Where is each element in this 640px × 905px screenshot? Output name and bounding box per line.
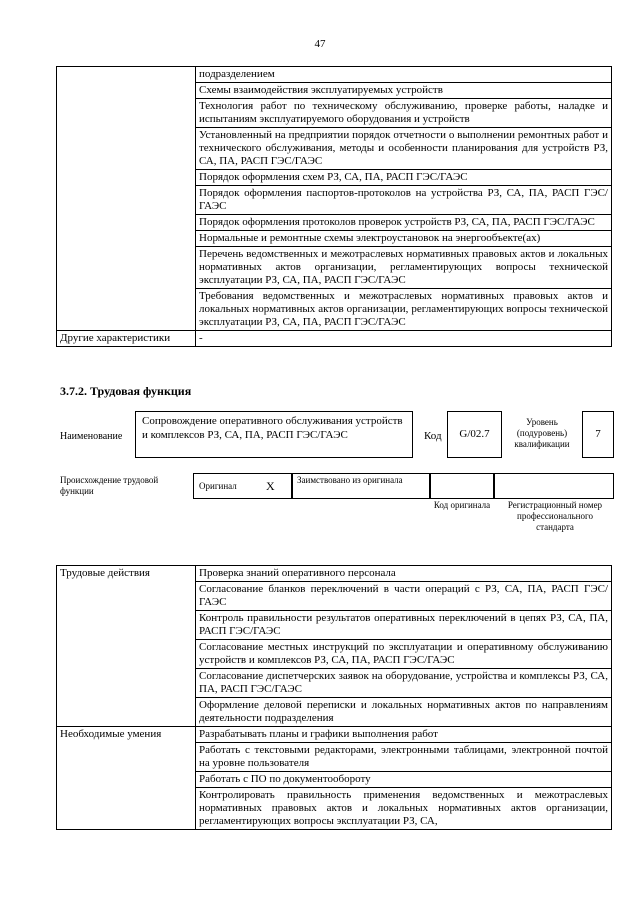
skill-item: Работать с текстовыми редакторами, электронными таблицами, электронной почтой на уровне пользователя — [196, 743, 612, 772]
original-cell — [193, 473, 293, 499]
action-item: Оформление деловой переписки и локальных нормативных актов по направлениям деятельности подразделения — [196, 698, 612, 727]
function-name-box — [135, 411, 413, 458]
reg-number-cell — [493, 473, 614, 499]
original-label: Оригинал — [199, 481, 237, 491]
knowledge-item: Порядок оформления схем РЗ, СА, ПА, РАСП ГЭС/ГАЭС — [196, 170, 612, 186]
level-value: 7 — [595, 428, 601, 440]
other-characteristics-value: - — [196, 331, 612, 347]
knowledge-item: подразделением — [196, 67, 612, 83]
skill-item: Разрабатывать планы и графики выполнения работ — [196, 727, 612, 743]
action-item: Проверка знаний оперативного персонала — [196, 566, 612, 582]
code-box — [447, 411, 502, 458]
page-number: 47 — [314, 38, 326, 50]
origin-code-caption: Код оригинала — [433, 500, 491, 510]
empty-label-cell — [57, 67, 196, 331]
origin-code-cell — [429, 473, 495, 499]
knowledge-item: Схемы взаимодействия эксплуатируемых устройств — [196, 83, 612, 99]
origin-label: Происхождение трудовой функции — [60, 475, 159, 496]
table-row — [57, 331, 612, 347]
table-row — [57, 566, 612, 582]
knowledge-item: Требования ведомственных и межотраслевых нормативных правовых актов и локальных нормативных актов организации, регламентирующих вопросы технической эксплуатации РЗ, СА, ПА, РАСП ГЭС/ГАЭС — [196, 289, 612, 331]
original-mark: X — [266, 479, 275, 493]
table-row — [57, 67, 612, 83]
name-label: Наименование — [60, 431, 123, 442]
table-row — [57, 727, 612, 743]
level-box — [582, 411, 614, 458]
knowledge-table — [56, 66, 612, 347]
reg-number-caption: Регистрационный номер профессионального стандарта — [507, 500, 603, 532]
level-label: Уровень (подуровень) квалификации — [514, 417, 570, 449]
action-item: Контроль правильности результатов оперативных переключений в цепях РЗ, СА, ПА, РАСП ГЭС/ГАЭС — [196, 611, 612, 640]
function-name: Сопровождение оперативного обслуживания устройств и комплексов РЗ, СА, ПА, РАСП ГЭС/ГАЭС — [142, 415, 403, 441]
knowledge-item: Порядок оформления паспортов-протоколов на устройства РЗ, СА, ПА, РАСП ГЭС/ГАЭС — [196, 186, 612, 215]
knowledge-item: Нормальные и ремонтные схемы электроустановок на энергообъекте(ах) — [196, 231, 612, 247]
skill-item: Работать с ПО по документообороту — [196, 772, 612, 788]
action-item: Согласование местных инструкций по эксплуатации и оперативному обслуживанию устройств и комплексов РЗ, СА, ПА, РАСП ГЭС/ГАЭС — [196, 640, 612, 669]
knowledge-item: Технология работ по техническому обслуживанию, проверке работы, наладке и испытаниям эксплуатируемого оборудования и устройств — [196, 99, 612, 128]
skills-label: Необходимые умения — [57, 727, 196, 830]
action-item: Согласование бланков переключений в части операций с РЗ, СА, ПА, РАСП ГЭС/ГАЭС — [196, 582, 612, 611]
knowledge-item: Порядок оформления протоколов проверок устройств РЗ, СА, ПА, РАСП ГЭС/ГАЭС — [196, 215, 612, 231]
actions-skills-table — [56, 565, 612, 830]
other-characteristics-label: Другие характеристики — [57, 331, 196, 347]
borrowed-cell — [291, 473, 431, 499]
knowledge-item: Перечень ведомственных и межотраслевых нормативных правовых актов и локальных нормативных актов организации, регламентирующих вопросы технической эксплуатации РЗ, СА, ПА, РАСП ГЭС/ГАЭС — [196, 247, 612, 289]
code-label: Код — [424, 430, 442, 442]
actions-label: Трудовые действия — [57, 566, 196, 727]
section-title: 3.7.2. Трудовая функция — [60, 384, 192, 398]
skill-item: Контролировать правильность применения ведомственных и межотраслевых нормативных правовых актов и локальных нормативных актов организации, регламентирующих вопросы эксплуатации РЗ, СА, — [196, 788, 612, 830]
code-value: G/02.7 — [459, 428, 490, 440]
knowledge-item: Установленный на предприятии порядок отчетности о выполнении ремонтных работ и технического обслуживания, методы и особенности планирования для устройств РЗ, СА, ПА, РАСП ГЭС/ГАЭС — [196, 128, 612, 170]
action-item: Согласование диспетчерских заявок на оборудование, устройства и комплексы РЗ, СА, ПА, РАСП ГЭС/ГАЭС — [196, 669, 612, 698]
borrowed-label: Заимствовано из оригинала — [297, 475, 403, 485]
